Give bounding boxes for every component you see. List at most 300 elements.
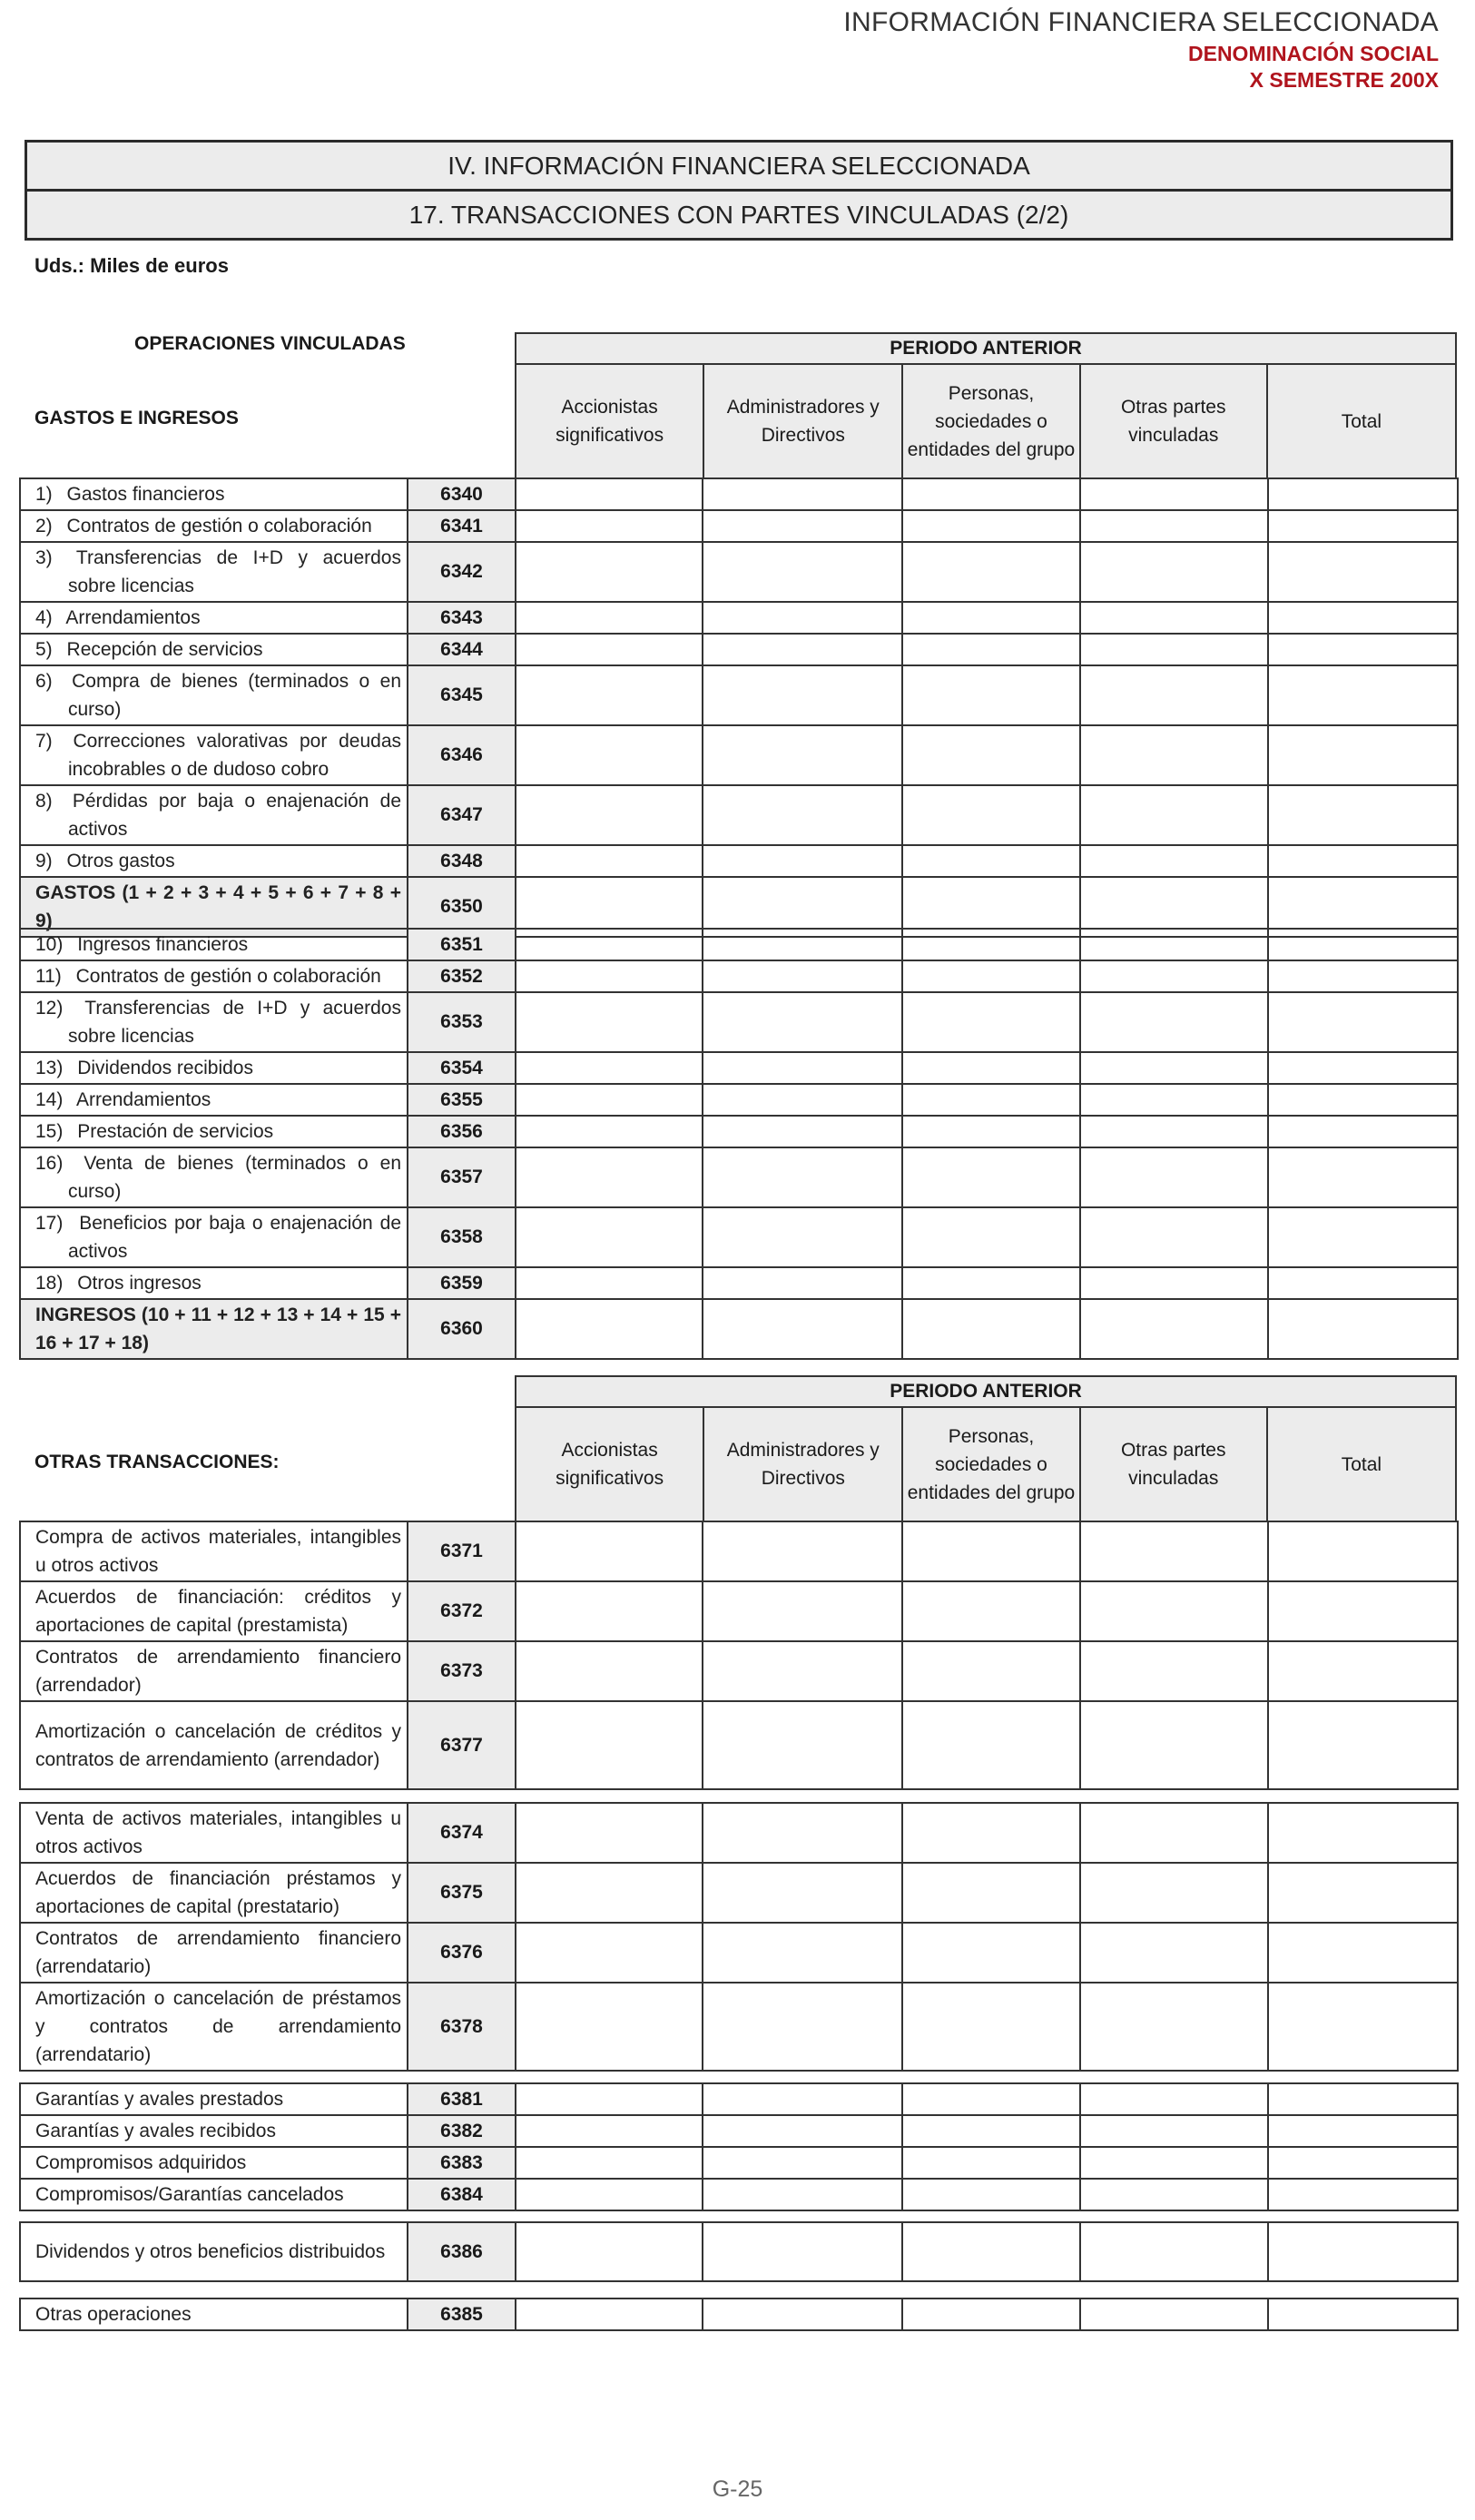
value-cell-otras-partes[interactable] bbox=[1080, 1923, 1268, 1983]
value-cell-administradores[interactable] bbox=[703, 785, 902, 845]
value-cell-accionistas[interactable] bbox=[516, 1267, 703, 1299]
value-cell-otras-partes[interactable] bbox=[1080, 992, 1268, 1052]
value-cell-accionistas[interactable] bbox=[516, 1521, 703, 1581]
value-cell-otras-partes[interactable] bbox=[1080, 1983, 1268, 2071]
value-cell-otras-partes[interactable] bbox=[1080, 1863, 1268, 1923]
value-cell-grupo[interactable] bbox=[902, 1641, 1080, 1701]
value-cell-otras-partes[interactable] bbox=[1080, 1084, 1268, 1116]
row-description bbox=[20, 1581, 408, 1641]
table-row bbox=[20, 2115, 1458, 2147]
value-cell-accionistas[interactable] bbox=[516, 1299, 703, 1359]
row-label: Contratos de arrendamiento financiero (arrendatario) bbox=[35, 1928, 401, 1977]
value-cell-administradores[interactable] bbox=[703, 1863, 902, 1923]
row-code: 6351 bbox=[408, 929, 516, 960]
table-row bbox=[20, 1803, 1458, 1863]
row-description bbox=[20, 2299, 408, 2330]
row-number: 14) bbox=[35, 1089, 64, 1110]
dividendos-table bbox=[19, 2221, 1459, 2282]
table-row bbox=[20, 2179, 1458, 2210]
value-cell-total[interactable] bbox=[1268, 1299, 1458, 1359]
row-number: 5) bbox=[35, 639, 53, 660]
value-cell-grupo[interactable] bbox=[902, 1923, 1080, 1983]
row-description bbox=[20, 785, 408, 845]
row-code: 6352 bbox=[408, 960, 516, 992]
value-cell-accionistas[interactable] bbox=[516, 1983, 703, 2071]
value-cell-total[interactable] bbox=[1268, 2299, 1458, 2330]
col-header-administradores: Administradores y Directivos bbox=[703, 365, 901, 477]
row-label: Compra de activos materiales, intangibles u otros activos bbox=[35, 1527, 401, 1576]
value-cell-grupo[interactable] bbox=[902, 960, 1080, 992]
value-cell-grupo[interactable] bbox=[902, 602, 1080, 634]
row-number: 3) bbox=[35, 547, 53, 568]
value-cell-administradores[interactable] bbox=[703, 2115, 902, 2147]
value-cell-total[interactable] bbox=[1268, 2179, 1458, 2210]
row-number: 2) bbox=[35, 516, 53, 536]
value-cell-administradores[interactable] bbox=[703, 2222, 902, 2281]
row-description bbox=[20, 929, 408, 960]
value-cell-total[interactable] bbox=[1268, 960, 1458, 992]
row-code: 6371 bbox=[408, 1521, 516, 1581]
value-cell-accionistas[interactable] bbox=[516, 785, 703, 845]
value-cell-grupo[interactable] bbox=[902, 542, 1080, 602]
row-number: 13) bbox=[35, 1058, 64, 1078]
value-cell-accionistas[interactable] bbox=[516, 2083, 703, 2115]
value-cell-otras-partes[interactable] bbox=[1080, 634, 1268, 665]
value-cell-grupo[interactable] bbox=[902, 1084, 1080, 1116]
value-cell-administradores[interactable] bbox=[703, 1701, 902, 1789]
row-label: Compromisos/Garantías cancelados bbox=[35, 2184, 344, 2205]
value-cell-grupo[interactable] bbox=[902, 1983, 1080, 2071]
value-cell-grupo[interactable] bbox=[902, 2115, 1080, 2147]
row-number: 11) bbox=[35, 966, 62, 987]
value-cell-otras-partes[interactable] bbox=[1080, 2179, 1268, 2210]
value-cell-otras-partes[interactable] bbox=[1080, 542, 1268, 602]
table-row bbox=[20, 2222, 1458, 2281]
row-label: Gastos financieros bbox=[66, 484, 225, 505]
row-description bbox=[20, 542, 408, 602]
value-cell-administradores[interactable] bbox=[703, 1581, 902, 1641]
value-cell-otras-partes[interactable] bbox=[1080, 1052, 1268, 1084]
row-label: Compra de bienes (terminados o en curso) bbox=[68, 671, 402, 720]
row-label: Dividendos y otros beneficios distribuidos bbox=[35, 2241, 386, 2262]
value-cell-otras-partes[interactable] bbox=[1080, 1267, 1268, 1299]
value-cell-administradores[interactable] bbox=[703, 1084, 902, 1116]
row-description bbox=[20, 2083, 408, 2115]
row-label: Recepción de servicios bbox=[66, 639, 263, 660]
row-label: Contratos de gestión o colaboración bbox=[75, 966, 381, 987]
value-cell-accionistas[interactable] bbox=[516, 1863, 703, 1923]
row-label: Transferencias de I+D y acuerdos sobre licencias bbox=[68, 547, 401, 596]
row-label: Compromisos adquiridos bbox=[35, 2152, 247, 2173]
col-header-grupo: Personas, sociedades o entidades del grupo bbox=[901, 1408, 1078, 1521]
row-description bbox=[20, 1299, 408, 1359]
value-cell-otras-partes[interactable] bbox=[1080, 929, 1268, 960]
value-cell-total[interactable] bbox=[1268, 1116, 1458, 1147]
row-code: 6341 bbox=[408, 510, 516, 542]
row-number: 10) bbox=[35, 934, 64, 955]
value-cell-total[interactable] bbox=[1268, 725, 1458, 785]
row-code: 6346 bbox=[408, 725, 516, 785]
row-code: 6350 bbox=[408, 877, 516, 937]
value-cell-otras-partes[interactable] bbox=[1080, 1116, 1268, 1147]
col-header-grupo: Personas, sociedades o entidades del grupo bbox=[901, 365, 1078, 477]
row-description bbox=[20, 2147, 408, 2179]
value-cell-accionistas[interactable] bbox=[516, 845, 703, 877]
row-label: Arrendamientos bbox=[65, 607, 201, 628]
value-cell-accionistas[interactable] bbox=[516, 1701, 703, 1789]
row-code: 6343 bbox=[408, 602, 516, 634]
value-cell-accionistas[interactable] bbox=[516, 665, 703, 725]
row-number: 16) bbox=[35, 1153, 64, 1174]
value-cell-accionistas[interactable] bbox=[516, 2179, 703, 2210]
value-cell-accionistas[interactable] bbox=[516, 2115, 703, 2147]
value-cell-accionistas[interactable] bbox=[516, 1116, 703, 1147]
row-code: 6384 bbox=[408, 2179, 516, 2210]
value-cell-grupo[interactable] bbox=[902, 2179, 1080, 2210]
row-label: INGRESOS (10 + 11 + 12 + 13 + 14 + 15 + 16 + 17 + 18) bbox=[35, 1304, 401, 1354]
column-header-grid-2 bbox=[515, 1375, 1457, 1522]
row-label: Correcciones valorativas por deudas incobrables o de dudoso cobro bbox=[68, 731, 401, 780]
row-label: Arrendamientos bbox=[76, 1089, 211, 1110]
value-cell-total[interactable] bbox=[1268, 602, 1458, 634]
value-cell-grupo[interactable] bbox=[902, 992, 1080, 1052]
value-cell-total[interactable] bbox=[1268, 845, 1458, 877]
value-cell-administradores[interactable] bbox=[703, 478, 902, 510]
value-cell-otras-partes[interactable] bbox=[1080, 725, 1268, 785]
value-cell-grupo[interactable] bbox=[902, 2222, 1080, 2281]
value-cell-otras-partes[interactable] bbox=[1080, 1641, 1268, 1701]
table-row bbox=[20, 1923, 1458, 1983]
value-cell-accionistas[interactable] bbox=[516, 1581, 703, 1641]
column-header-grid bbox=[515, 332, 1457, 479]
table-row bbox=[20, 1641, 1458, 1701]
table-row bbox=[20, 992, 1458, 1052]
value-cell-administradores[interactable] bbox=[703, 1803, 902, 1863]
value-cell-otras-partes[interactable] bbox=[1080, 2115, 1268, 2147]
row-description bbox=[20, 2115, 408, 2147]
value-cell-total[interactable] bbox=[1268, 1803, 1458, 1863]
value-cell-total[interactable] bbox=[1268, 1521, 1458, 1581]
value-cell-total[interactable] bbox=[1268, 785, 1458, 845]
value-cell-otras-partes[interactable] bbox=[1080, 665, 1268, 725]
value-cell-total[interactable] bbox=[1268, 510, 1458, 542]
row-label: Otros ingresos bbox=[77, 1273, 202, 1294]
value-cell-grupo[interactable] bbox=[902, 1299, 1080, 1359]
row-code: 6345 bbox=[408, 665, 516, 725]
value-cell-administradores[interactable] bbox=[703, 2083, 902, 2115]
value-cell-grupo[interactable] bbox=[902, 1147, 1080, 1207]
table-row bbox=[20, 478, 1458, 510]
value-cell-otras-partes[interactable] bbox=[1080, 2299, 1268, 2330]
row-label: Otros gastos bbox=[66, 851, 175, 871]
value-cell-administradores[interactable] bbox=[703, 1983, 902, 2071]
row-code: 6360 bbox=[408, 1299, 516, 1359]
row-code: 6342 bbox=[408, 542, 516, 602]
operaciones-vinculadas-label: OPERACIONES VINCULADAS bbox=[134, 333, 406, 354]
table-row bbox=[20, 1116, 1458, 1147]
row-code: 6373 bbox=[408, 1641, 516, 1701]
table-row bbox=[20, 602, 1458, 634]
table-row bbox=[20, 665, 1458, 725]
row-label: Garantías y avales prestados bbox=[35, 2089, 284, 2110]
value-cell-administradores[interactable] bbox=[703, 845, 902, 877]
table-row bbox=[20, 1581, 1458, 1641]
company-name: DENOMINACIÓN SOCIAL bbox=[1188, 42, 1439, 65]
value-cell-accionistas[interactable] bbox=[516, 1803, 703, 1863]
row-description bbox=[20, 1084, 408, 1116]
value-cell-administradores[interactable] bbox=[703, 1116, 902, 1147]
value-cell-otras-partes[interactable] bbox=[1080, 2147, 1268, 2179]
value-cell-accionistas[interactable] bbox=[516, 542, 703, 602]
value-cell-otras-partes[interactable] bbox=[1080, 1581, 1268, 1641]
table-row bbox=[20, 1052, 1458, 1084]
value-cell-accionistas[interactable] bbox=[516, 2299, 703, 2330]
row-label: Beneficios por baja o enajenación de activos bbox=[68, 1213, 401, 1262]
value-cell-administradores[interactable] bbox=[703, 1147, 902, 1207]
value-cell-administradores[interactable] bbox=[703, 1299, 902, 1359]
value-cell-otras-partes[interactable] bbox=[1080, 1521, 1268, 1581]
table-row bbox=[20, 1701, 1458, 1789]
value-cell-accionistas[interactable] bbox=[516, 2147, 703, 2179]
row-label: Prestación de servicios bbox=[77, 1121, 274, 1142]
value-cell-accionistas[interactable] bbox=[516, 725, 703, 785]
value-cell-administradores[interactable] bbox=[703, 542, 902, 602]
value-cell-grupo[interactable] bbox=[902, 1207, 1080, 1267]
value-cell-total[interactable] bbox=[1268, 1863, 1458, 1923]
value-cell-administradores[interactable] bbox=[703, 929, 902, 960]
value-cell-otras-partes[interactable] bbox=[1080, 1207, 1268, 1267]
col-header-total: Total bbox=[1266, 1408, 1455, 1521]
row-description bbox=[20, 1641, 408, 1701]
row-label: Dividendos recibidos bbox=[77, 1058, 253, 1078]
row-description bbox=[20, 960, 408, 992]
value-cell-total[interactable] bbox=[1268, 1581, 1458, 1641]
row-code: 6372 bbox=[408, 1581, 516, 1641]
value-cell-accionistas[interactable] bbox=[516, 478, 703, 510]
row-code: 6374 bbox=[408, 1803, 516, 1863]
period-title: PERIODO ANTERIOR bbox=[516, 334, 1455, 365]
value-cell-grupo[interactable] bbox=[902, 478, 1080, 510]
row-description bbox=[20, 1147, 408, 1207]
row-code: 6385 bbox=[408, 2299, 516, 2330]
value-cell-otras-partes[interactable] bbox=[1080, 1803, 1268, 1863]
value-cell-grupo[interactable] bbox=[902, 1052, 1080, 1084]
row-description bbox=[20, 634, 408, 665]
row-number: 17) bbox=[35, 1213, 64, 1234]
value-cell-administradores[interactable] bbox=[703, 2179, 902, 2210]
value-cell-otras-partes[interactable] bbox=[1080, 785, 1268, 845]
value-cell-grupo[interactable] bbox=[902, 1863, 1080, 1923]
row-label: Ingresos financieros bbox=[77, 934, 249, 955]
row-code: 6355 bbox=[408, 1084, 516, 1116]
value-cell-total[interactable] bbox=[1268, 1641, 1458, 1701]
value-cell-administradores[interactable] bbox=[703, 602, 902, 634]
value-cell-accionistas[interactable] bbox=[516, 634, 703, 665]
value-cell-grupo[interactable] bbox=[902, 1701, 1080, 1789]
value-cell-total[interactable] bbox=[1268, 634, 1458, 665]
row-code: 6347 bbox=[408, 785, 516, 845]
row-label: Contratos de gestión o colaboración bbox=[66, 516, 372, 536]
table-row bbox=[20, 1267, 1458, 1299]
value-cell-total[interactable] bbox=[1268, 1923, 1458, 1983]
otras-transacciones-label: OTRAS TRANSACCIONES: bbox=[34, 1452, 280, 1472]
value-cell-administradores[interactable] bbox=[703, 1641, 902, 1701]
value-cell-administradores[interactable] bbox=[703, 2299, 902, 2330]
col-header-administradores: Administradores y Directivos bbox=[703, 1408, 901, 1521]
row-code: 6358 bbox=[408, 1207, 516, 1267]
value-cell-administradores[interactable] bbox=[703, 1207, 902, 1267]
value-cell-accionistas[interactable] bbox=[516, 2222, 703, 2281]
value-cell-total[interactable] bbox=[1268, 1147, 1458, 1207]
value-cell-total[interactable] bbox=[1268, 2222, 1458, 2281]
value-cell-administradores[interactable] bbox=[703, 2147, 902, 2179]
value-cell-grupo[interactable] bbox=[902, 1803, 1080, 1863]
value-cell-total[interactable] bbox=[1268, 929, 1458, 960]
col-header-otras-partes: Otras partes vinculadas bbox=[1079, 1408, 1266, 1521]
row-description bbox=[20, 602, 408, 634]
value-cell-accionistas[interactable] bbox=[516, 1147, 703, 1207]
value-cell-total[interactable] bbox=[1268, 1052, 1458, 1084]
otras-transacciones-table-b bbox=[19, 1802, 1459, 2072]
value-cell-administradores[interactable] bbox=[703, 992, 902, 1052]
table-row bbox=[20, 1299, 1458, 1359]
row-label: Contratos de arrendamiento financiero (arrendador) bbox=[35, 1647, 401, 1696]
value-cell-total[interactable] bbox=[1268, 542, 1458, 602]
row-number: 18) bbox=[35, 1273, 64, 1294]
table-row bbox=[20, 1983, 1458, 2071]
value-cell-accionistas[interactable] bbox=[516, 602, 703, 634]
row-code: 6359 bbox=[408, 1267, 516, 1299]
row-code: 6357 bbox=[408, 1147, 516, 1207]
row-number: 15) bbox=[35, 1121, 64, 1142]
row-description bbox=[20, 725, 408, 785]
value-cell-accionistas[interactable] bbox=[516, 1641, 703, 1701]
value-cell-total[interactable] bbox=[1268, 665, 1458, 725]
row-label: Garantías y avales recibidos bbox=[35, 2121, 276, 2141]
value-cell-grupo[interactable] bbox=[902, 785, 1080, 845]
row-description bbox=[20, 1207, 408, 1267]
row-description bbox=[20, 2179, 408, 2210]
value-cell-total[interactable] bbox=[1268, 1701, 1458, 1789]
row-label: GASTOS (1 + 2 + 3 + 4 + 5 + 6 + 7 + 8 + 9) bbox=[35, 882, 401, 931]
row-code: 6356 bbox=[408, 1116, 516, 1147]
value-cell-grupo[interactable] bbox=[902, 1581, 1080, 1641]
value-cell-grupo[interactable] bbox=[902, 665, 1080, 725]
value-cell-otras-partes[interactable] bbox=[1080, 510, 1268, 542]
value-cell-grupo[interactable] bbox=[902, 2083, 1080, 2115]
banner-section-title: IV. INFORMACIÓN FINANCIERA SELECCIONADA bbox=[27, 143, 1450, 192]
row-code: 6354 bbox=[408, 1052, 516, 1084]
value-cell-otras-partes[interactable] bbox=[1080, 2083, 1268, 2115]
value-cell-administradores[interactable] bbox=[703, 510, 902, 542]
row-code: 6340 bbox=[408, 478, 516, 510]
row-description bbox=[20, 478, 408, 510]
value-cell-grupo[interactable] bbox=[902, 510, 1080, 542]
value-cell-accionistas[interactable] bbox=[516, 960, 703, 992]
value-cell-administradores[interactable] bbox=[703, 1052, 902, 1084]
page-header-title: INFORMACIÓN FINANCIERA SELECCIONADA bbox=[843, 7, 1439, 37]
value-cell-grupo[interactable] bbox=[902, 845, 1080, 877]
row-code: 6344 bbox=[408, 634, 516, 665]
value-cell-administradores[interactable] bbox=[703, 1923, 902, 1983]
table-row bbox=[20, 1863, 1458, 1923]
row-label: Venta de activos materiales, intangibles u otros activos bbox=[35, 1808, 401, 1857]
value-cell-total[interactable] bbox=[1268, 2147, 1458, 2179]
value-cell-administradores[interactable] bbox=[703, 725, 902, 785]
row-number: 9) bbox=[35, 851, 53, 871]
gastos-table bbox=[19, 477, 1459, 938]
value-cell-otras-partes[interactable] bbox=[1080, 1299, 1268, 1359]
value-cell-total[interactable] bbox=[1268, 2083, 1458, 2115]
value-cell-total[interactable] bbox=[1268, 2115, 1458, 2147]
col-header-otras-partes: Otras partes vinculadas bbox=[1079, 365, 1266, 477]
value-cell-administradores[interactable] bbox=[703, 960, 902, 992]
row-number: 12) bbox=[35, 998, 64, 1019]
value-cell-administradores[interactable] bbox=[703, 634, 902, 665]
value-cell-total[interactable] bbox=[1268, 478, 1458, 510]
col-header-total: Total bbox=[1266, 365, 1455, 477]
value-cell-grupo[interactable] bbox=[902, 725, 1080, 785]
value-cell-total[interactable] bbox=[1268, 1983, 1458, 2071]
col-header-accionistas: Accionistas significativos bbox=[556, 1440, 664, 1489]
value-cell-otras-partes[interactable] bbox=[1080, 1147, 1268, 1207]
table-row bbox=[20, 2299, 1458, 2330]
row-number: 4) bbox=[35, 607, 53, 628]
value-cell-administradores[interactable] bbox=[703, 1521, 902, 1581]
value-cell-otras-partes[interactable] bbox=[1080, 1701, 1268, 1789]
value-cell-accionistas[interactable] bbox=[516, 992, 703, 1052]
value-cell-accionistas[interactable] bbox=[516, 1923, 703, 1983]
col-header-accionistas: Accionistas significativos bbox=[556, 397, 664, 446]
value-cell-administradores[interactable] bbox=[703, 1267, 902, 1299]
row-label: Transferencias de I+D y acuerdos sobre licencias bbox=[68, 998, 401, 1047]
value-cell-accionistas[interactable] bbox=[516, 1052, 703, 1084]
value-cell-otras-partes[interactable] bbox=[1080, 602, 1268, 634]
value-cell-grupo[interactable] bbox=[902, 1267, 1080, 1299]
row-description bbox=[20, 1803, 408, 1863]
value-cell-accionistas[interactable] bbox=[516, 929, 703, 960]
value-cell-otras-partes[interactable] bbox=[1080, 960, 1268, 992]
value-cell-total[interactable] bbox=[1268, 1084, 1458, 1116]
value-cell-otras-partes[interactable] bbox=[1080, 845, 1268, 877]
gastos-ingresos-label: GASTOS E INGRESOS bbox=[34, 408, 239, 428]
value-cell-total[interactable] bbox=[1268, 1267, 1458, 1299]
value-cell-accionistas[interactable] bbox=[516, 510, 703, 542]
row-label: Venta de bienes (terminados o en curso) bbox=[68, 1153, 401, 1202]
value-cell-otras-partes[interactable] bbox=[1080, 2222, 1268, 2281]
row-number: 8) bbox=[35, 791, 53, 812]
value-cell-grupo[interactable] bbox=[902, 929, 1080, 960]
table-row bbox=[20, 1084, 1458, 1116]
value-cell-administradores[interactable] bbox=[703, 665, 902, 725]
row-number: 6) bbox=[35, 671, 53, 692]
table-row bbox=[20, 1147, 1458, 1207]
value-cell-accionistas[interactable] bbox=[516, 1207, 703, 1267]
value-cell-accionistas[interactable] bbox=[516, 1084, 703, 1116]
row-description bbox=[20, 1052, 408, 1084]
value-cell-grupo[interactable] bbox=[902, 2299, 1080, 2330]
row-code: 6375 bbox=[408, 1863, 516, 1923]
value-cell-grupo[interactable] bbox=[902, 2147, 1080, 2179]
value-cell-otras-partes[interactable] bbox=[1080, 478, 1268, 510]
value-cell-grupo[interactable] bbox=[902, 634, 1080, 665]
value-cell-total[interactable] bbox=[1268, 992, 1458, 1052]
value-cell-grupo[interactable] bbox=[902, 1521, 1080, 1581]
otras-transacciones-table-a bbox=[19, 1521, 1459, 1790]
value-cell-grupo[interactable] bbox=[902, 1116, 1080, 1147]
row-description bbox=[20, 510, 408, 542]
value-cell-total[interactable] bbox=[1268, 1207, 1458, 1267]
